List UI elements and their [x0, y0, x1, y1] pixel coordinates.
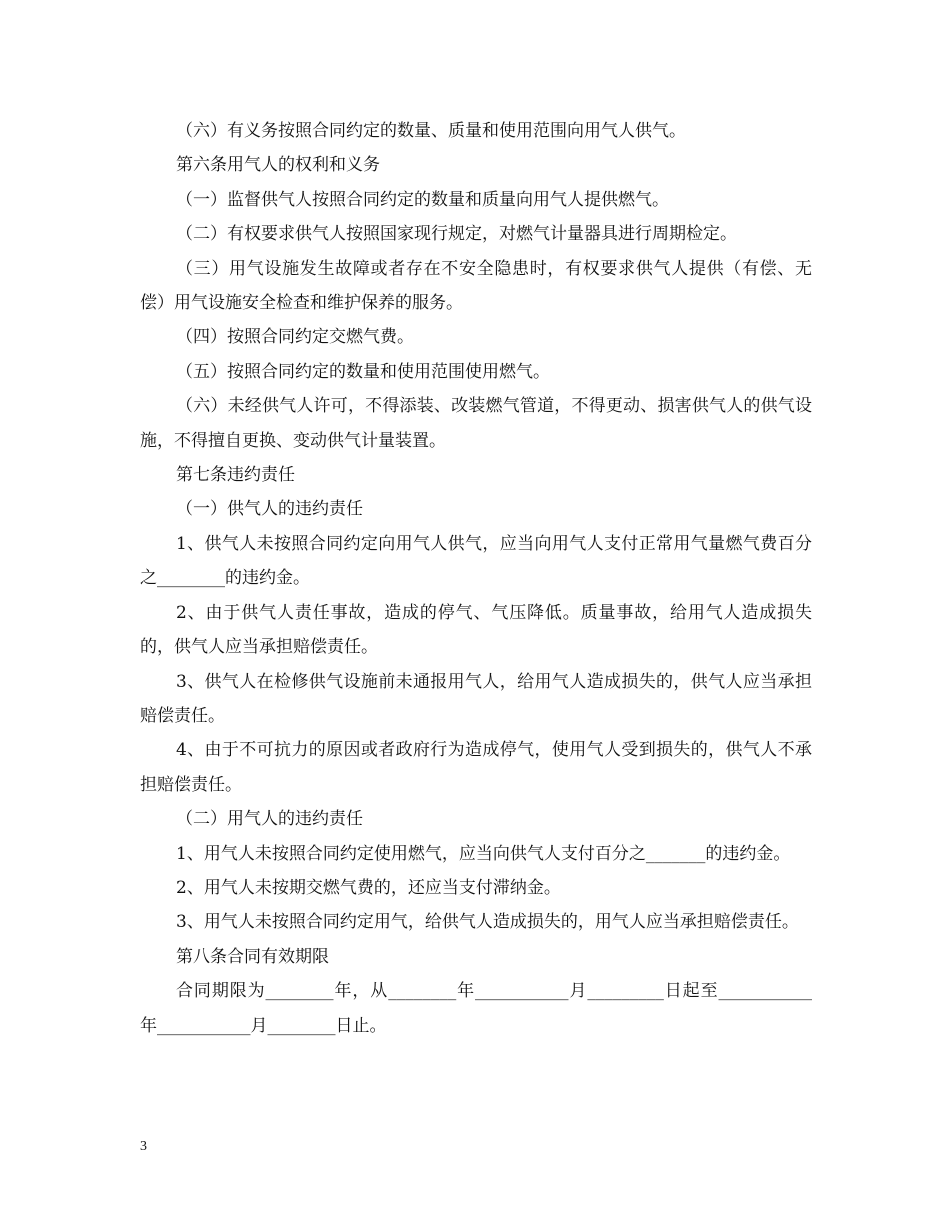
page-number: 3: [140, 1139, 147, 1154]
subheading-user-liability: （二）用气人的违约责任: [176, 809, 363, 830]
paragraph-supplier-liability-1: 1、供气人未按照合同约定向用气人供气，应当向用气人支付正常用气量燃气费百分之________的违约金。: [140, 533, 812, 589]
heading-article-6: 第六条用气人的权利和义务: [176, 155, 380, 176]
paragraph-contract-term: 合同期限为________年，从________年___________月_________日起至___________年___________月________日止。: [140, 981, 812, 1036]
heading-article-7: 第七条违约责任: [176, 465, 295, 486]
paragraph-clause-5-item-6: （六）有义务按照合同约定的数量、质量和使用范围向用气人供气。: [176, 121, 686, 141]
paragraph-clause-6-item-3: （三）用气设施发生故障或者存在不安全隐患时，有权要求供气人提供（有偿、无偿）用气设施安全检查和维护保养的服务。: [140, 258, 812, 314]
paragraph-supplier-liability-3: 3、供气人在检修供气设施前未通报用气人，给用气人造成损失的，供气人应当承担赔偿责任。: [140, 671, 812, 726]
paragraph-user-liability-2: 2、用气人未按期交燃气费的，还应当支付滞纳金。: [176, 877, 561, 898]
heading-article-8: 第八条合同有效期限: [176, 946, 329, 967]
paragraph-clause-6-item-2: （二）有权要求供气人按照国家现行规定，对燃气计量器具进行周期检定。: [176, 224, 737, 245]
paragraph-supplier-liability-4: 4、由于不可抗力的原因或者政府行为造成停气，使用气人受到损失的，供气人不承担赔偿责任。: [140, 740, 812, 795]
paragraph-clause-6-item-6: （六）未经供气人许可，不得添装、改装燃气管道，不得更动、损害供气人的供气设施，不得擅自更换、变动供气计量装置。: [140, 396, 812, 451]
paragraph-supplier-liability-2: 2、由于供气人责任事故，造成的停气、气压降低。质量事故，给用气人造成损失的，供气人应当承担赔偿责任。: [140, 602, 812, 658]
paragraph-clause-6-item-5: （五）按照合同约定的数量和使用范围使用燃气。: [176, 361, 550, 382]
paragraph-clause-6-item-4: （四）按照合同约定交燃气费。: [176, 327, 414, 348]
document-body: [140, 114, 812, 1043]
paragraph-user-liability-1: 1、用气人未按照合同约定使用燃气，应当向供气人支付百分之_______的违约金。: [176, 843, 791, 864]
subheading-supplier-liability: （一）供气人的违约责任: [176, 499, 363, 520]
paragraph-user-liability-3: 3、用气人未按照合同约定用气，给供气人造成损失的，用气人应当承担赔偿责任。: [176, 912, 799, 933]
paragraph-clause-6-item-1: （一）监督供气人按照合同约定的数量和质量向用气人提供燃气。: [176, 189, 669, 210]
